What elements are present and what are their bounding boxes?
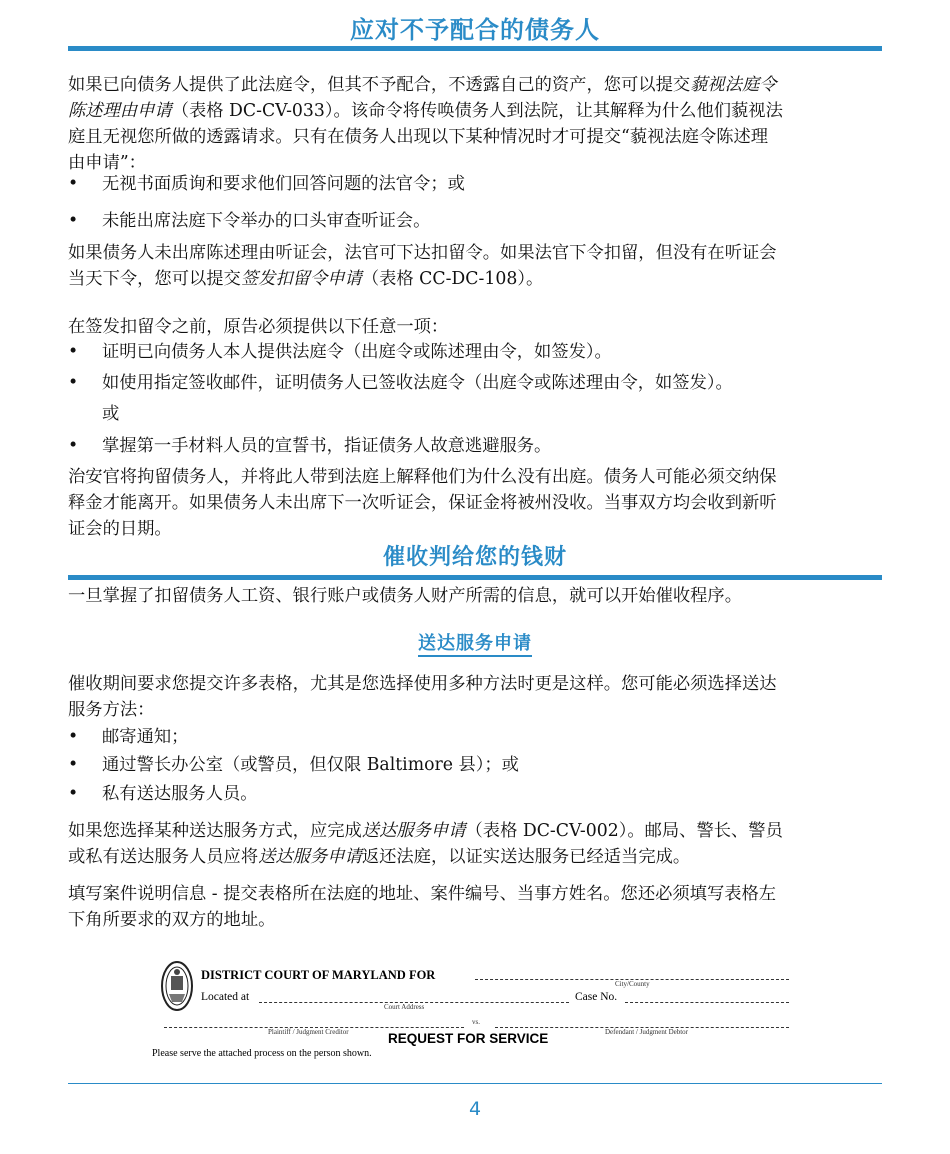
- section-title-collecting-money: 催收判给您的钱财: [382, 545, 567, 570]
- request-for-service-title: REQUEST FOR SERVICE: [388, 1031, 549, 1046]
- section-title-uncooperative-debtor: 应对不予配合的债务人: [350, 16, 600, 44]
- footer-rule: [68, 1083, 882, 1084]
- page-number: 4: [468, 1098, 482, 1120]
- intro-line-4: 由申请”：: [68, 153, 146, 173]
- subsection-title-request-for-service: 送达服务申请: [68, 630, 882, 658]
- service-paragraph: 催收期间要求您提交许多表格，尤其是您选择使用多种方法时更是这样。您可能必须选择送达 服务方法：: [68, 674, 777, 720]
- intro-italic-2: 陈述理由申请: [68, 101, 172, 121]
- collection-intro: 一旦掌握了扣留债务人工资、银行账户或债务人财产所需的信息，就可以开始催收程序。: [68, 586, 742, 606]
- bullet-icon: •: [68, 211, 79, 231]
- request-for-service-form-excerpt: DISTRICT COURT OF MARYLAND FOR City/County Located at Court Address Case No. Plaintiff / Judgment Creditor vs. Defendant / Judgment Debtor REQUEST FOR SERVICE Please serve the attached process on the person shown.: [150, 958, 800, 1068]
- service-form-paragraph: 如果您选择某种送达服务方式，应完成送达服务申请（表格 DC-CV-002）。邮局、警长、警员 或私有送达服务人员应将送达服务申请返还法庭，以证实送达服务已经适当完成。: [68, 821, 783, 867]
- sheriff-paragraph: 治安官将拘留债务人，并将此人带到法庭上解释他们为什么没有出庭。债务人可能必须交纳保 释金才能离开。如果债务人未出席下一次听证会，保证金将被州没收。当事双方均会收到新听 证会的日期。: [68, 467, 777, 539]
- court-label: DISTRICT COURT OF MARYLAND FOR: [201, 968, 436, 982]
- intro-line-3: 庭且无视您所做的透露请求。只有在债务人出现以下某种情况时才可提交“藐视法庭令陈述理: [68, 127, 769, 147]
- maryland-court-seal-icon: [160, 960, 194, 1012]
- warrant-paragraph: 如果债务人未出席陈述理由听证会，法官可下达扣留令。如果法官下令扣留，但没有在听证会 当天下令，您可以提交签发扣留令申请（表格 CC-DC-108）。: [68, 243, 777, 289]
- case-info-paragraph: 填写案件说明信息 - 提交表格所在法庭的地址、案件编号、当事方姓名。您还必须填写表格左 下角所要求的双方的地址。: [68, 884, 777, 930]
- located-at-label: Located at: [201, 991, 250, 1003]
- case-no-label: Case No.: [575, 991, 618, 1003]
- intro-line-2: （表格 DC-CV-033）。该命令将传唤债务人到法院，让其解释为什么他们藐视法: [171, 101, 783, 121]
- title-rule: [68, 46, 882, 51]
- case-no-line: [625, 1002, 789, 1003]
- requirement-paragraph: 在签发扣留令之前，原告必须提供以下任意一项：: [68, 317, 449, 337]
- intro-paragraph: [68, 72, 880, 176]
- bullet-icon: •: [68, 784, 79, 804]
- bullet-icon: •: [68, 342, 79, 362]
- bullet-icon: •: [68, 373, 79, 393]
- title-rule: [68, 575, 882, 580]
- intro-italic-1: 藐视法庭令: [690, 75, 777, 95]
- vs-label: vs.: [472, 1018, 480, 1026]
- or-text: 或: [102, 404, 120, 424]
- bullet-icon: •: [68, 755, 79, 775]
- bullet-icon: •: [68, 436, 79, 456]
- bullet-icon: •: [68, 174, 79, 194]
- bullet-icon: •: [68, 727, 79, 747]
- intro-line-1: 如果已向债务人提供了此法庭令，但其不予配合，不透露自己的资产，您可以提交: [68, 75, 691, 95]
- serve-instruction: Please serve the attached process on the person shown.: [152, 1048, 372, 1059]
